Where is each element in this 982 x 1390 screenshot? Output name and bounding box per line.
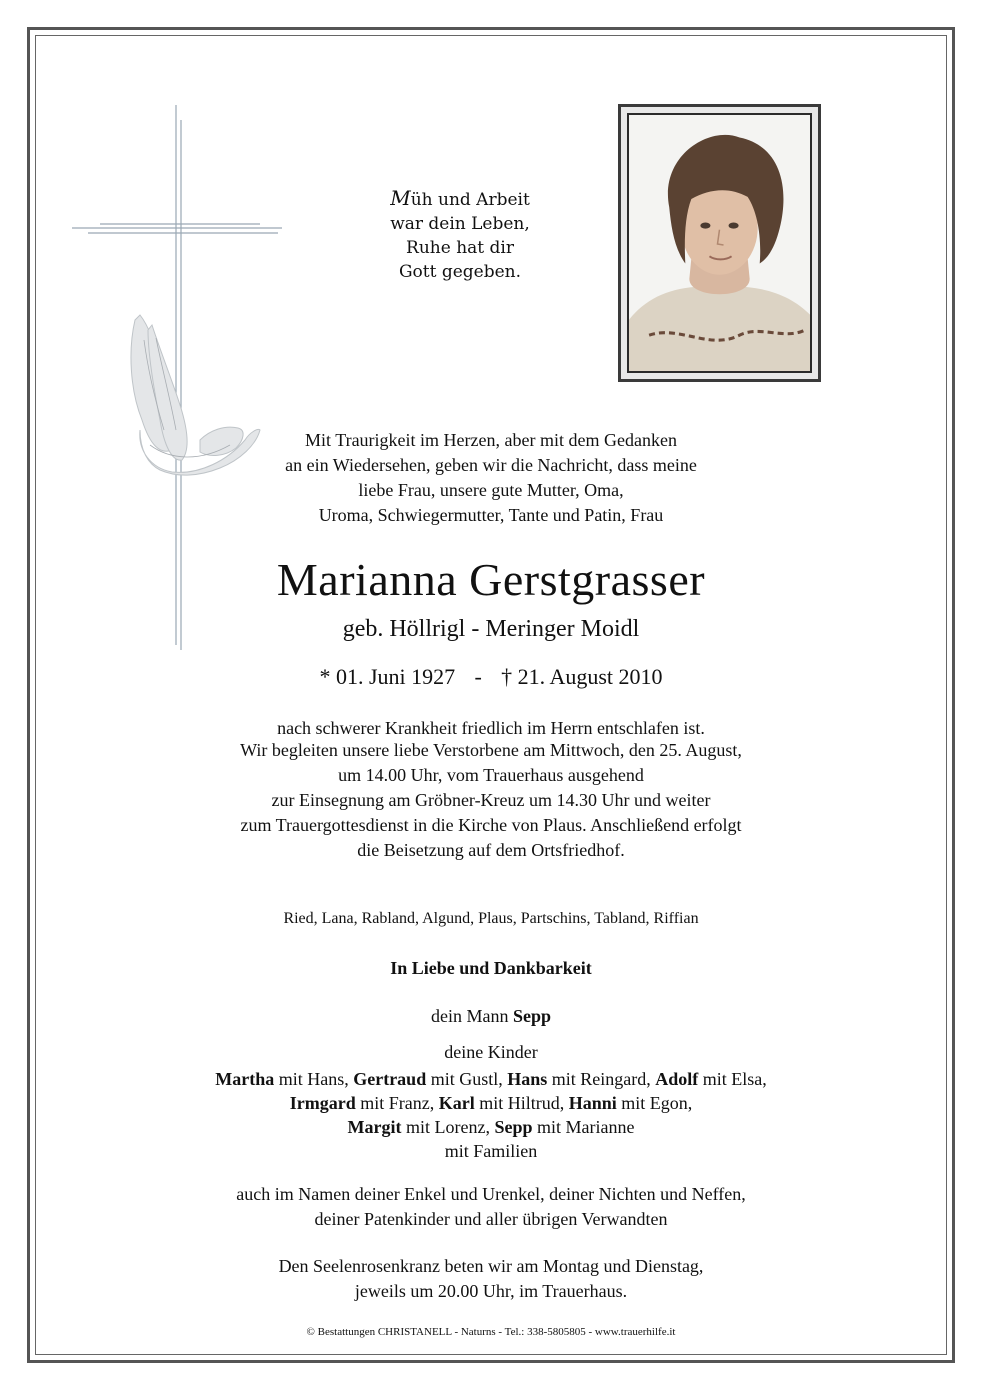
motto-line: war dein Leben, — [390, 214, 530, 234]
child-name: Martha — [215, 1069, 275, 1089]
funeral-line: zur Einsegnung am Gröbner-Kreuz um 14.30 Uhr und weiter — [271, 790, 711, 810]
child-partner: mit Gustl, — [430, 1069, 503, 1089]
intro-line: an ein Wiedersehen, geben wir die Nachricht, dass meine — [285, 455, 697, 475]
portrait-frame — [618, 104, 821, 382]
children-list — [120, 1067, 862, 1163]
child-partner: mit Marianne — [537, 1117, 635, 1137]
date-separator: - — [474, 664, 482, 689]
children-row — [120, 1115, 862, 1139]
funeral-line: zum Trauergottesdienst in die Kirche von Plaus. Anschließend erfolgt — [240, 815, 742, 835]
motto-line: üh und Arbeit — [410, 190, 530, 210]
funeral-line: die Beisetzung auf dem Ortsfriedhof. — [357, 840, 625, 860]
motto-verse — [360, 186, 560, 284]
child-name: Irmgard — [289, 1093, 356, 1113]
intro-line: Uroma, Schwiegermutter, Tante und Patin, Frau — [318, 505, 664, 525]
child-partner: mit Elsa, — [702, 1069, 767, 1089]
children-title: deine Kinder — [444, 1042, 538, 1062]
children-row — [120, 1067, 862, 1091]
child-name: Sepp — [494, 1117, 533, 1137]
child-partner: mit Hiltrud, — [479, 1093, 565, 1113]
funeral-details — [120, 738, 862, 863]
motto-line: Gott gegeben. — [398, 262, 522, 282]
children-closing: mit Familien — [444, 1141, 538, 1161]
death-date: † 21. August 2010 — [501, 664, 663, 689]
child-partner: mit Franz, — [360, 1093, 435, 1113]
rosary-line: Den Seelenrosenkranz beten wir am Montag und Dienstag, — [278, 1256, 704, 1276]
footer-credit: © Bestattungen CHRISTANELL - Naturns - Tel.: 338-5805805 - www.trauerhilfe.it — [306, 1326, 676, 1338]
passing-text: nach schwerer Krankheit friedlich im Herrn entschlafen ist. — [277, 718, 705, 738]
motto-line: Ruhe hat dir — [406, 238, 514, 258]
intro-line: liebe Frau, unsere gute Mutter, Oma, — [358, 480, 624, 500]
funeral-line: um 14.00 Uhr, vom Trauerhaus ausgehend — [338, 765, 644, 785]
relatives-line: deiner Patenkinder und aller übrigen Verwandten — [314, 1209, 668, 1229]
child-partner: mit Reingard, — [551, 1069, 651, 1089]
child-name: Hanni — [568, 1093, 617, 1113]
intro-text — [120, 428, 862, 528]
child-name: Margit — [347, 1117, 402, 1137]
husband-prefix: dein Mann — [430, 1006, 509, 1026]
husband-name: Sepp — [512, 1006, 551, 1026]
rosary-line: jeweils um 20.00 Uhr, im Trauerhaus. — [354, 1281, 628, 1301]
child-partner: mit Egon, — [621, 1093, 693, 1113]
rosary-notice — [120, 1254, 862, 1304]
gratitude-heading: In Liebe und Dankbarkeit — [390, 958, 592, 978]
birth-date: * 01. Juni 1927 — [319, 664, 456, 689]
children-row — [120, 1091, 862, 1115]
husband-line — [120, 1004, 862, 1028]
life-dates — [120, 662, 862, 692]
child-partner: mit Hans, — [278, 1069, 349, 1089]
birth-name: geb. Höllrigl - Meringer Moidl — [342, 616, 640, 642]
child-name: Gertraud — [353, 1069, 427, 1089]
places-list: Ried, Lana, Rabland, Algund, Plaus, Partschins, Tabland, Riffian — [283, 910, 699, 927]
child-name: Adolf — [655, 1069, 699, 1089]
deceased-name: Marianna Gerstgrasser — [276, 554, 706, 605]
motto-initial: M — [390, 186, 411, 210]
relatives-line: auch im Namen deiner Enkel und Urenkel, deiner Nichten und Neffen, — [236, 1184, 746, 1204]
child-name: Hans — [507, 1069, 548, 1089]
child-partner: mit Lorenz, — [405, 1117, 490, 1137]
funeral-line: Wir begleiten unsere liebe Verstorbene am Mittwoch, den 25. August, — [240, 740, 742, 760]
relatives-text — [120, 1182, 862, 1232]
child-name: Karl — [438, 1093, 475, 1113]
portrait-photo — [629, 115, 810, 371]
intro-line: Mit Traurigkeit im Herzen, aber mit dem Gedanken — [305, 430, 677, 450]
